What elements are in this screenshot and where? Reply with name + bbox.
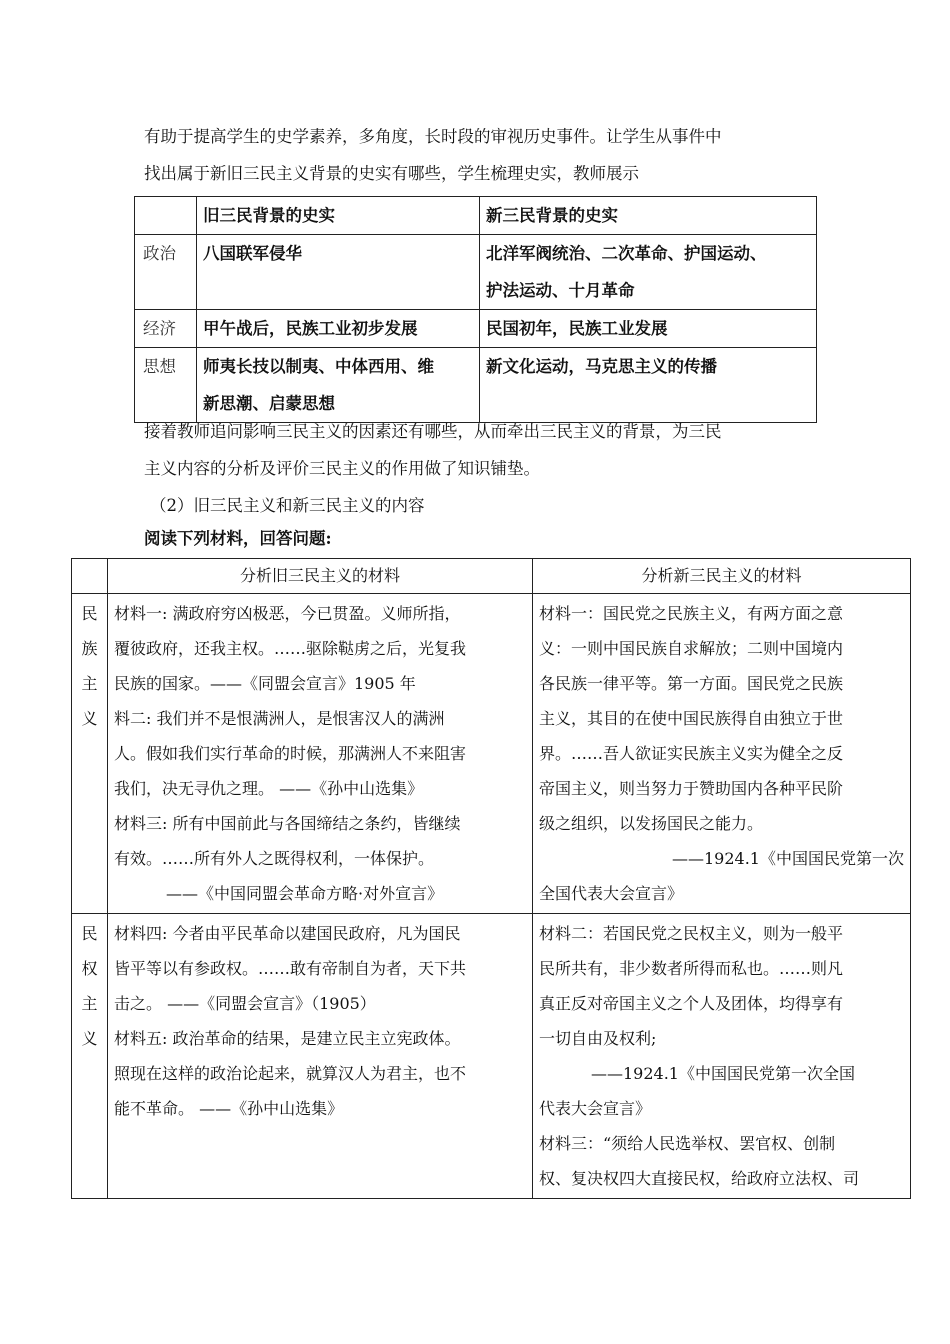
row-label-char: 义 [81, 709, 98, 728]
row-label-char: 民 [81, 604, 98, 623]
material-line: 真正反对帝国主义之个人及团体，均得享有 [539, 994, 844, 1013]
cell-text: 甲午战后，民族工业初步发展 [203, 319, 418, 338]
new-materials-cell [533, 914, 911, 1199]
row-label-char: 义 [81, 1029, 98, 1048]
material-source: ——《中国同盟会革命方略·对外宣言》 [166, 884, 444, 903]
category-cell: 思想 [135, 348, 197, 423]
row-label-char: 主 [81, 994, 98, 1013]
intro-line: 有助于提高学生的史学素养，多角度，长时段的审视历史事件。让学生从事件中 [144, 127, 722, 146]
table-header-row [135, 197, 817, 235]
table-row [72, 914, 911, 1199]
cell-text: 新文化运动，马克思主义的传播 [486, 357, 717, 376]
new-facts-cell [480, 310, 817, 348]
material-line: 界。……吾人欲证实民族主义实为健全之反 [539, 744, 844, 763]
material-source: 代表大会宣言》 [539, 1099, 652, 1118]
material-line: 民族的国家。——《同盟会宣言》1905 年 [114, 674, 416, 693]
material-line: 级之组织，以发扬国民之能力。 [539, 814, 764, 833]
category-cell: 经济 [135, 310, 197, 348]
material-line: 材料五: 政治革命的结果，是建立民主立宪政体。 [114, 1029, 461, 1048]
material-line: 击之。 ——《同盟会宣言》（1905） [114, 994, 376, 1013]
intro-paragraph [144, 118, 816, 192]
cell-text: 师夷长技以制夷、中体西用、维 [203, 357, 434, 376]
material-line: 照现在这样的政治论起来，就算汉人为君主，也不 [114, 1064, 467, 1083]
table-header-cell: 新三民背景的史实 [480, 197, 817, 235]
row-label-democracy [72, 914, 108, 1199]
row-label-nationalism [72, 594, 108, 914]
table-row [72, 594, 911, 914]
material-line: 材料一: 满政府穷凶极恶，今已贯盈。义师所指， [114, 604, 461, 623]
material-source: 全国代表大会宣言》 [539, 884, 684, 903]
cell-text: 北洋军阀统治、二次革命、护国运动、 [486, 244, 767, 263]
material-line: 有效。……所有外人之既得权利，一体保护。 [114, 849, 435, 868]
cell-text: 八国联军侵华 [203, 244, 302, 263]
old-facts-cell [197, 348, 480, 423]
material-line: 主义，其目的在使中国民族得自由独立于世 [539, 709, 844, 728]
material-line: 覆彼政府，还我主权。……驱除鞑虏之后，光复我 [114, 639, 467, 658]
old-materials-cell [108, 594, 533, 914]
table-header-cell: 分析新三民主义的材料 [533, 559, 911, 594]
material-line: 人。假如我们实行革命的时候，那满洲人不来阻害 [114, 744, 467, 763]
follow-line: 接着教师追问影响三民主义的因素还有哪些，从而牵出三民主义的背景，为三民 [144, 422, 722, 441]
cell-text: 新思潮、启蒙思想 [203, 394, 335, 413]
old-facts-cell [197, 235, 480, 310]
material-source: ——1924.1《中国国民党第一次全国 [591, 1064, 855, 1083]
background-facts-table [134, 196, 817, 423]
section-heading: （2）旧三民主义和新三民主义的内容 [150, 496, 425, 515]
material-line: 材料二：若国民党之民权主义，则为一般平 [539, 924, 844, 943]
new-materials-cell [533, 594, 911, 914]
cell-text: 护法运动、十月革命 [486, 281, 635, 300]
follow-paragraph [144, 413, 816, 487]
material-line: 材料四: 今者由平民革命以建国民政府，凡为国民 [114, 924, 461, 943]
materials-table [71, 558, 911, 1199]
table-row [135, 348, 817, 423]
category-cell: 政治 [135, 235, 197, 310]
material-line: 权、复决权四大直接民权，给政府立法权、司 [539, 1169, 860, 1188]
row-label-char: 族 [81, 639, 98, 658]
new-facts-cell [480, 348, 817, 423]
material-line: 能不革命。 ——《孙中山选集》 [114, 1099, 344, 1118]
table-row [135, 235, 817, 310]
intro-line: 找出属于新旧三民主义背景的史实有哪些，学生梳理史实，教师展示 [144, 164, 639, 183]
read-prompt: 阅读下列材料，回答问题: [144, 529, 332, 548]
table-header-cell: 旧三民背景的史实 [197, 197, 480, 235]
material-line: 皆平等以有参政权。……敢有帝制自为者，天下共 [114, 959, 467, 978]
material-line: 我们，决无寻仇之理。 ——《孙中山选集》 [114, 779, 424, 798]
old-materials-cell [108, 914, 533, 1199]
table-row [135, 310, 817, 348]
material-source: ——1924.1《中国国民党第一次 [672, 849, 904, 868]
material-line: 一切自由及权利; [539, 1029, 657, 1048]
material-line: 民所共有，非少数者所得而私也。……则凡 [539, 959, 844, 978]
material-line: 料二: 我们并不是恨满洲人，是恨害汉人的满洲 [114, 709, 445, 728]
material-line: 义：一则中国民族自求解放；二则中国境内 [539, 639, 844, 658]
material-line: 材料一：国民党之民族主义，有两方面之意 [539, 604, 844, 623]
old-facts-cell [197, 310, 480, 348]
follow-line: 主义内容的分析及评价三民主义的作用做了知识铺垫。 [144, 459, 540, 478]
row-label-char: 民 [81, 924, 98, 943]
table-header-cell: 分析旧三民主义的材料 [108, 559, 533, 594]
material-line: 各民族一律平等。第一方面。国民党之民族 [539, 674, 844, 693]
row-label-char: 权 [81, 959, 98, 978]
material-line: 材料三: 所有中国前此与各国缔结之条约，皆继续 [114, 814, 461, 833]
material-line: 帝国主义，则当努力于赞助国内各种平民阶 [539, 779, 844, 798]
table-header-cell [135, 197, 197, 235]
new-facts-cell [480, 235, 817, 310]
table-header-cell [72, 559, 108, 594]
table-header-row [72, 559, 911, 594]
cell-text: 民国初年，民族工业发展 [486, 319, 668, 338]
material-line: 材料三：“须给人民选举权、罢官权、创制 [539, 1134, 836, 1153]
row-label-char: 主 [81, 674, 98, 693]
